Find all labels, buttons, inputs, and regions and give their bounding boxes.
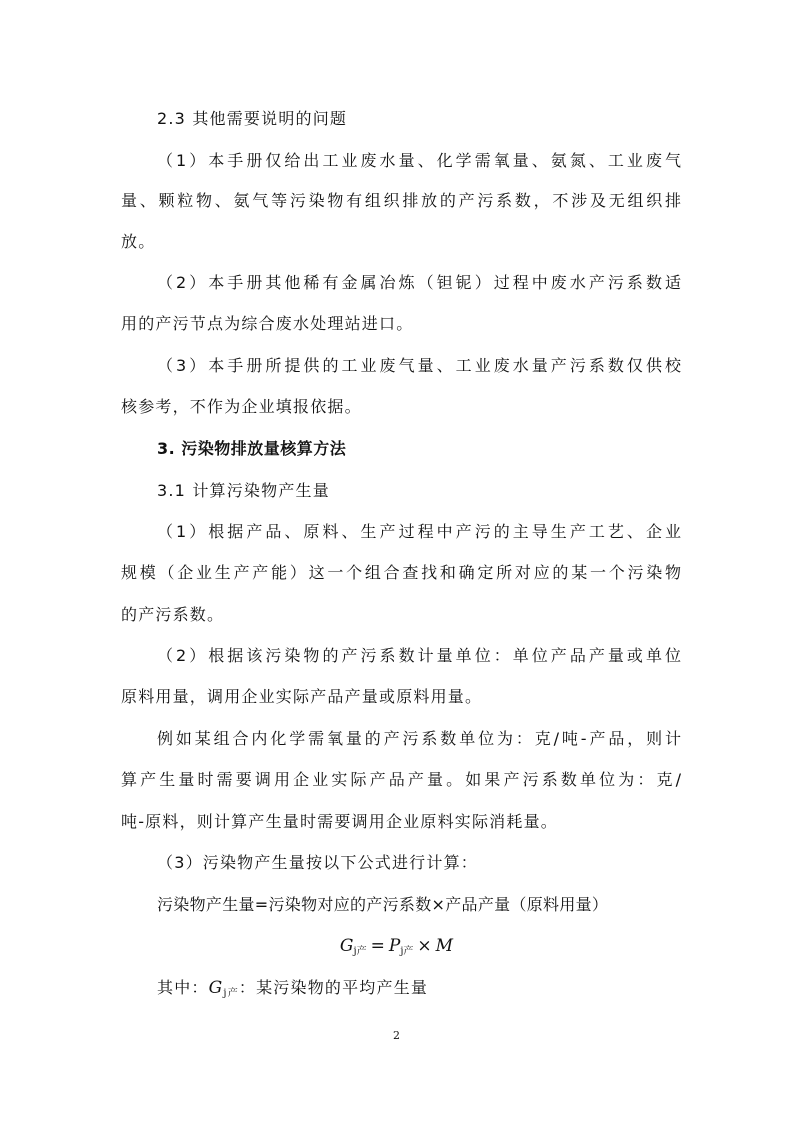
calc-item1-line2: 规模（企业生产产能）这一个组合查找和确定所对应的某一个污染物 xyxy=(121,563,681,582)
item1-line2: 量、颗粒物、氨气等污染物有组织排放的产污系数，不涉及无组织排 xyxy=(121,191,681,210)
section-3-1-heading: 3.1 计算污染物产生量 xyxy=(157,481,330,500)
example-line1: 例如某组合内化学需氧量的产污系数单位为：克/吨-产品，则计 xyxy=(157,729,681,748)
example-line3: 吨-原料，则计算产生量时需要调用企业原料实际消耗量。 xyxy=(121,812,558,831)
where-prefix: 其中： xyxy=(157,978,209,997)
item2-line2: 用的产污节点为综合废水处理站进口。 xyxy=(121,314,414,333)
formula-text: 污染物产生量=污染物对应的产污系数×产品产量（原料用量） xyxy=(157,895,609,914)
where-symbol xyxy=(209,978,239,998)
formula-equation xyxy=(0,935,793,963)
formula-p: P xyxy=(388,936,401,956)
where-description: ：某污染物的平均产生量 xyxy=(238,978,429,997)
calc-item2-line2: 原料用量，调用企业实际产品产量或原料用量。 xyxy=(121,687,483,706)
calc-item2-line1: （2）根据该污染物的产污系数计量单位：单位产品产量或单位 xyxy=(157,646,681,665)
formula-p-subscript: j产 xyxy=(400,946,414,957)
section-3-heading: 3. 污染物排放量核算方法 xyxy=(157,439,347,458)
where-line xyxy=(157,977,717,1005)
section-2-3-heading: 2.3 其他需要说明的问题 xyxy=(157,109,348,128)
where-symbol-subscript: j产 xyxy=(223,988,239,999)
formula-equals: = xyxy=(370,936,385,956)
calc-item3-line1: （3）污染物产生量按以下公式进行计算： xyxy=(157,853,478,872)
formula-m: M xyxy=(435,936,454,956)
item2-line1: （2）本手册其他稀有金属冶炼（钽铌）过程中废水产污系数适 xyxy=(157,273,681,292)
calc-item1-line1: （1）根据产品、原料、生产过程中产污的主导生产工艺、企业 xyxy=(157,522,681,541)
where-symbol-g: G xyxy=(208,978,224,998)
item1-line1: （1）本手册仅给出工业废水量、化学需氧量、氨氮、工业废气 xyxy=(157,151,681,170)
page-number: 2 xyxy=(393,1029,400,1042)
example-line2: 算产生量时需要调用企业实际产品产量。如果产污系数单位为：克/ xyxy=(121,770,681,789)
calc-item1-line3: 的产污系数。 xyxy=(121,605,225,624)
item3-line2: 核参考，不作为企业填报依据。 xyxy=(121,397,362,416)
formula-g-subscript: j产 xyxy=(353,946,367,957)
formula-times: × xyxy=(417,936,432,956)
item3-line1: （3）本手册所提供的工业废气量、工业废水量产污系数仅供校 xyxy=(157,356,681,375)
formula-g: G xyxy=(339,936,354,956)
item1-line3: 放。 xyxy=(121,232,156,251)
